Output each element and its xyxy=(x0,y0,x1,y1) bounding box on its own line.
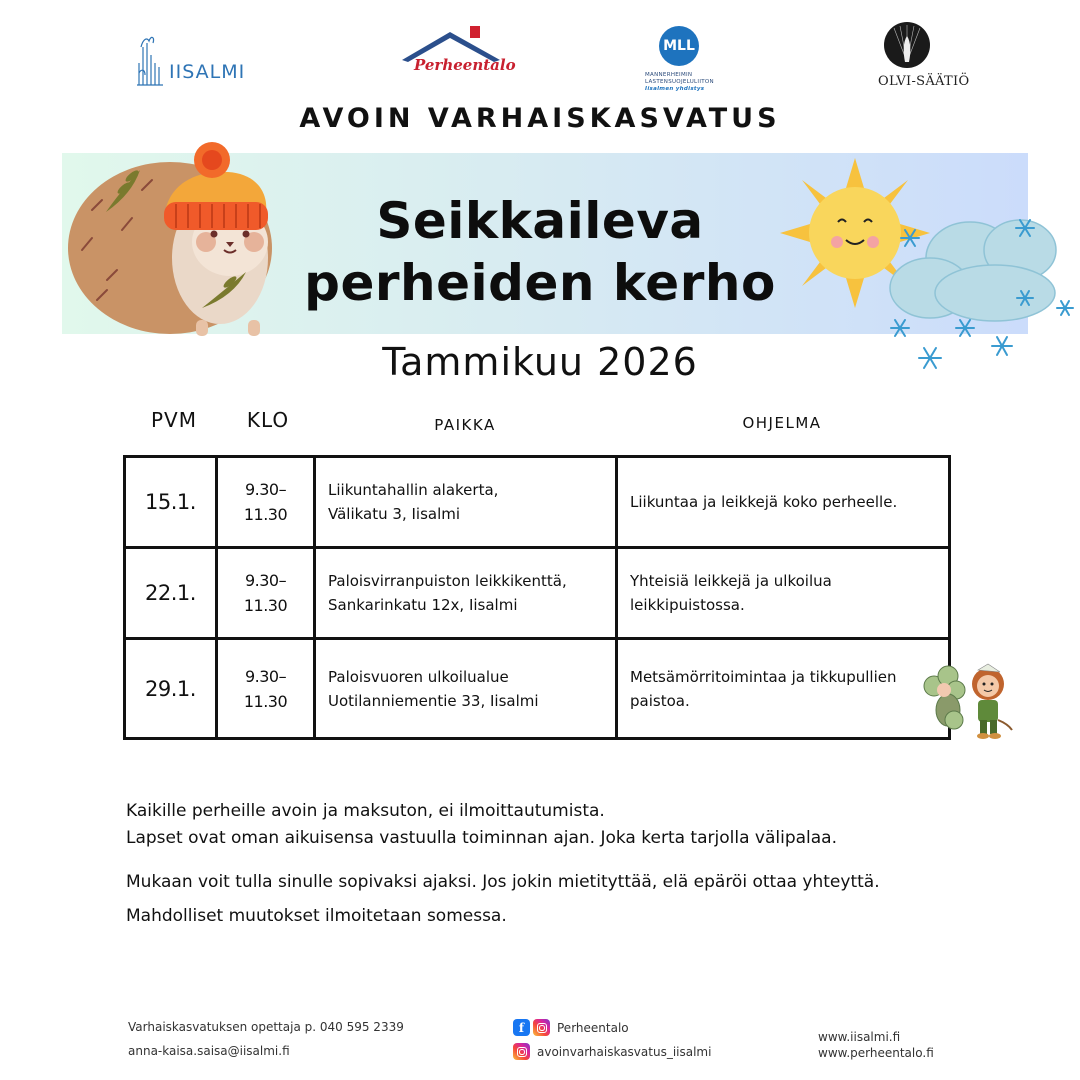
banner-title-line2: perheiden kerho xyxy=(304,254,776,312)
table-row xyxy=(125,457,950,548)
iisalmi-logo xyxy=(135,32,265,88)
cell-place: Paloisvuoren ulkoilualue Uotilanniementie 33, Iisalmi xyxy=(315,639,617,739)
contact-phone: Varhaiskasvatuksen opettaja p. 040 595 2339 xyxy=(128,1020,404,1034)
cell-date: 22.1. xyxy=(125,548,217,639)
mll-logo xyxy=(645,22,745,92)
iisalmi-tower-icon xyxy=(135,33,165,87)
cell-time: 9.30– 11.30 xyxy=(217,457,315,548)
mll-badge: MLL xyxy=(659,26,699,66)
organization-heading: AVOIN VARHAISKASVATUS xyxy=(299,103,781,134)
olvi-wheat-icon xyxy=(884,22,930,68)
facebook-instagram-perheentalo-link[interactable] xyxy=(513,1019,629,1036)
cell-date: 29.1. xyxy=(125,639,217,739)
info-text: Mahdolliset muutokset ilmoitetaan somessa. xyxy=(126,906,507,926)
banner-title-line1: Seikkaileva xyxy=(376,192,704,250)
table-row xyxy=(125,548,950,639)
banner-title xyxy=(0,190,1080,314)
cell-time: 9.30– 11.30 xyxy=(217,548,315,639)
social-label: Perheentalo xyxy=(557,1020,629,1035)
column-header-program: OHJELMA xyxy=(742,414,822,432)
column-header-place: PAIKKA xyxy=(434,416,496,434)
perheentalo-logo-text: Perheentalo xyxy=(414,56,516,74)
cell-place: Paloisvirranpuiston leikkikenttä, Sankarinkatu 12x, Iisalmi xyxy=(315,548,617,639)
website-link-perheentalo[interactable]: www.perheentalo.fi xyxy=(818,1046,934,1060)
info-text: Kaikille perheille avoin ja maksuton, ei ilmoittautumista. xyxy=(126,801,605,821)
cell-time: 9.30– 11.30 xyxy=(217,639,315,739)
facebook-icon: f xyxy=(513,1019,530,1036)
cell-program: Yhteisiä leikkejä ja ulkoilua leikkipuistossa. xyxy=(617,548,950,639)
cell-program: Liikuntaa ja leikkejä koko perheelle. xyxy=(617,457,950,548)
table-row xyxy=(125,639,950,739)
cell-date: 15.1. xyxy=(125,457,217,548)
perheentalo-logo xyxy=(400,26,516,84)
instagram-avoinvarhaiskasvatus-link[interactable] xyxy=(513,1043,711,1060)
olvi-logo-text: OLVI-SÄÄTIÖ xyxy=(878,74,970,89)
info-text: Mukaan voit tulla sinulle sopivaksi ajaksi. Jos jokin mietityttää, elä epäröi ottaa yhteyttä. xyxy=(126,872,880,892)
schedule-table xyxy=(123,455,951,740)
social-label: avoinvarhaiskasvatus_iisalmi xyxy=(537,1044,712,1059)
iisalmi-logo-text: IISALMI xyxy=(169,61,246,83)
month-title: Tammikuu 2026 xyxy=(382,340,698,384)
column-header-date: PVM xyxy=(151,408,197,432)
olvi-saatio-logo xyxy=(878,22,968,94)
forest-troll-illustration xyxy=(920,660,1020,742)
contact-email-link[interactable]: anna-kaisa.saisa@iisalmi.fi xyxy=(128,1044,290,1058)
cell-program: Metsämörritoimintaa ja tikkupullien paistoa. xyxy=(617,639,950,739)
cell-place: Liikuntahallin alakerta, Välikatu 3, Iisalmi xyxy=(315,457,617,548)
column-header-time: KLO xyxy=(246,408,290,432)
info-text: Lapset ovat oman aikuisensa vastuulla toiminnan ajan. Joka kerta tarjolla välipalaa. xyxy=(126,828,837,848)
instagram-icon xyxy=(533,1019,550,1036)
mll-subtitle: MANNERHEIMIN LASTENSUOJELULIITON Iisalmen yhdistys xyxy=(645,72,714,92)
instagram-icon xyxy=(513,1043,530,1060)
website-link-iisalmi[interactable]: www.iisalmi.fi xyxy=(818,1030,901,1044)
